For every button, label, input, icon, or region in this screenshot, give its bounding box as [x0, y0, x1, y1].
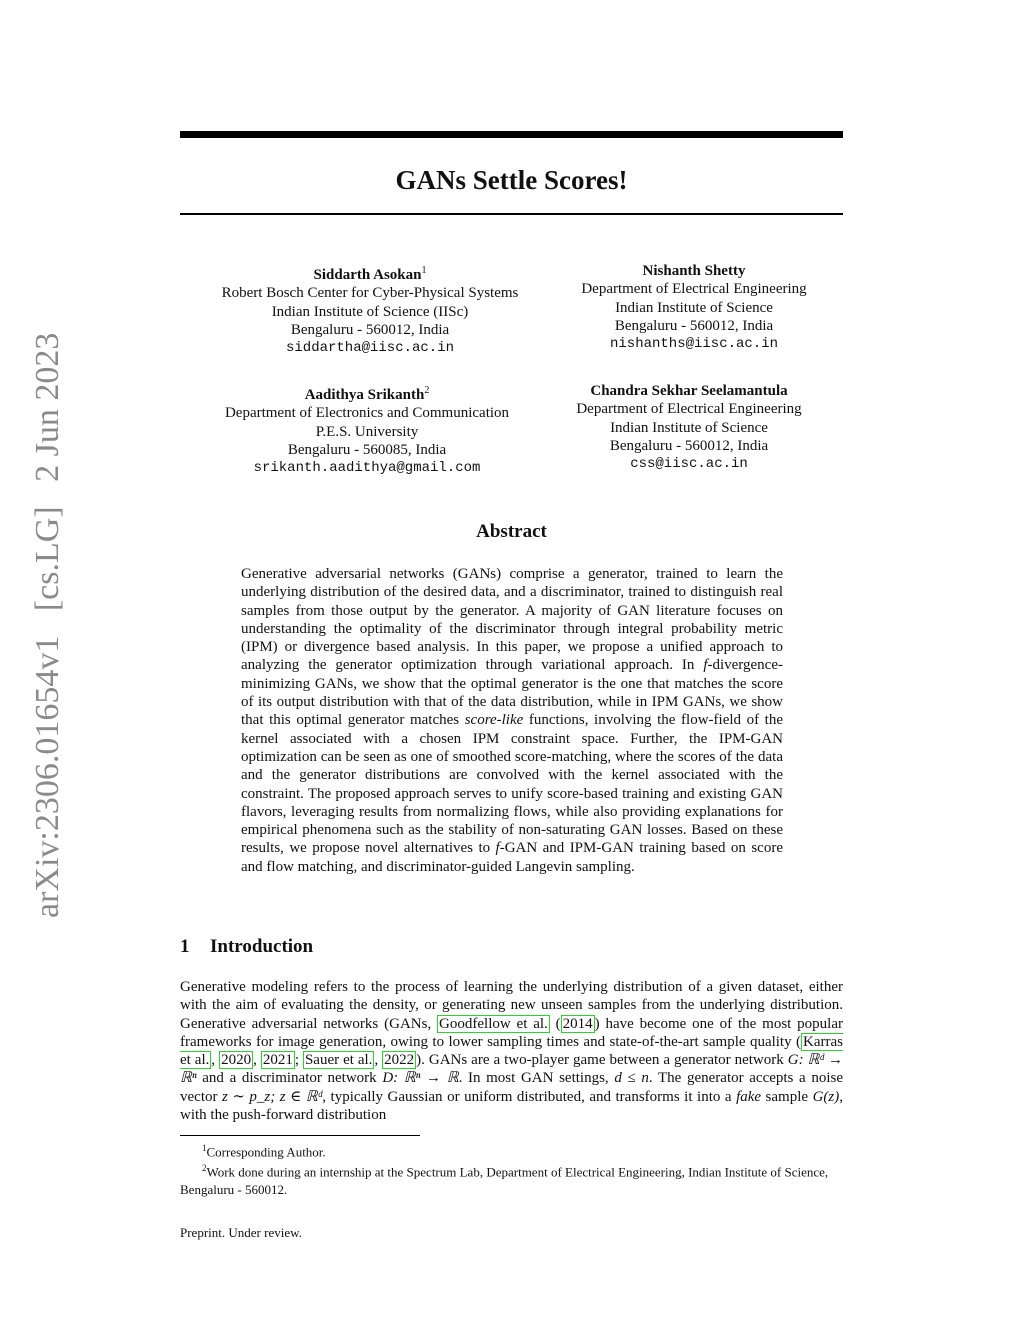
author-affiliation-line: Indian Institute of Science	[610, 419, 768, 436]
author-email: srikanth.aadithya@gmail.com	[253, 460, 481, 477]
arxiv-sidebar-stamp	[29, 332, 66, 918]
author-name: Chandra Sekhar Seelamantula	[590, 383, 788, 399]
abstract-heading: Abstract	[476, 521, 547, 542]
math-expression: G: ℝᵈ → ℝⁿ	[180, 1052, 844, 1087]
author-block	[190, 382, 544, 477]
author-affiliation-line: Department of Electrical Engineering	[581, 281, 807, 298]
author-affiliation-line: Bengaluru - 560012, India	[290, 321, 450, 338]
section-heading	[180, 936, 313, 958]
author-block	[190, 262, 550, 357]
author-affiliation-line: Bengaluru - 560085, India	[287, 441, 447, 458]
author-email: nishanths@iisc.ac.in	[609, 336, 779, 353]
author-affiliation-line: P.E.S. University	[315, 423, 419, 440]
author-block	[544, 262, 844, 353]
math-expression: G(z)	[812, 1088, 840, 1105]
citation-link[interactable]: Sauer et al.	[304, 1052, 373, 1069]
title-top-rule	[180, 131, 843, 138]
footnote: $^1$Corresponding Author.	[202, 1143, 326, 1160]
author-name: Siddarth Asokan$^1$	[313, 265, 427, 283]
introduction-body: Generative modeling refers to the process of learning the underlying distribution of a given dataset, either with the aim of evaluating the density, or generating new unseen samples from the underlying distribution. Generative adversarial networks (GANs, Goodfellow et al. ( 2014 ) have become one of the most popular frameworks for image generation, owing to lower sampling times and state-of-the-art sample quality ( Karras et al. , 2020 , 2021 ; Sauer et al. , 2022 ). GANs are a two-player game between a generator network G: ℝᵈ → ℝⁿ and a discriminator network D: ℝⁿ → ℝ. In most GAN settings, d ≤ n. The generator accepts a noise vector z ∼ p_z; z ∈ ℝᵈ, typically Gaussian or uniform distributed, and transforms it into a fake sample G(z), with the push-forward distribution	[180, 979, 844, 1124]
citation-link[interactable]: 2014	[562, 1015, 593, 1032]
math-expression: z ∼ p_z; z ∈ ℝᵈ	[222, 1088, 323, 1105]
citation-link[interactable]: Goodfellow et al.	[439, 1015, 548, 1032]
title-bottom-rule	[180, 213, 843, 215]
author-affiliation-line: Department of Electrical Engineering	[576, 401, 802, 418]
arxiv-category: [cs.LG]	[29, 506, 66, 612]
footnote: $^2$Work done during an internship at the Spectrum Lab, Department of Electrical Engineering, Indian Institute of Science, Bengaluru - 560012.	[180, 1163, 829, 1197]
author-name: Aadithya Srikanth$^2$	[304, 385, 430, 403]
abstract-body: Generative adversarial networks (GANs) comprise a generator, trained to learn the underlying distribution of the desired data, and a discriminator, trained to distinguish real samples from those output by the generator. A majority of GAN literature focuses on understanding the optimality of the discriminator through integral probability metric (IPM) or divergence based analysis. In this paper, we propose a unified approach to analyzing the generator optimization through variational approach. In f-divergence-minimizing GANs, we show that the optimal generator is the one that matches the score of its output distribution with that of the data distribution, while in IPM GANs, we show that this optimal generator matches score-like functions, involving the flow-field of the kernel associated with a chosen IPM constraint space. Further, the IPM-GAN optimization can be seen as one of smoothed score-matching, where the scores of the data and the generator distributions are convolved with the kernel associated with the constraint. The proposed approach serves to unify score-based training and existing GAN flavors, leveraging results from normalizing flows, while also providing explanations for empirical phenomena such as the stability of non-saturating GAN losses. Based on these results, we propose novel alternatives to f-GAN and IPM-GAN training based on score and flow matching, and discriminator-guided Langevin sampling.	[241, 566, 784, 875]
author-name: Nishanth Shetty	[642, 263, 746, 279]
author-block	[544, 382, 834, 473]
section-number: 1	[180, 936, 190, 957]
preprint-notice: Preprint. Under review.	[180, 1225, 302, 1240]
section-title: Introduction	[210, 936, 314, 957]
paper-title: GANs Settle Scores!	[395, 165, 628, 195]
arxiv-date: 2 Jun 2023	[29, 332, 66, 482]
author-affiliation-line: Indian Institute of Science	[615, 299, 773, 316]
citation-link[interactable]: 2021	[262, 1052, 293, 1069]
author-email: siddartha@iisc.ac.in	[285, 340, 455, 357]
math-expression: D: ℝⁿ → ℝ	[382, 1070, 459, 1087]
author-affiliation-line: Bengaluru - 560012, India	[614, 317, 774, 334]
math-expression: d ≤ n	[614, 1070, 649, 1087]
author-affiliation-line: Bengaluru - 560012, India	[609, 437, 769, 454]
footnote-rule	[180, 1135, 420, 1136]
citation-link[interactable]: 2022	[384, 1052, 415, 1069]
author-affiliation-line: Robert Bosch Center for Cyber-Physical Systems	[221, 285, 519, 302]
author-affiliation-line: Indian Institute of Science (IISc)	[271, 303, 469, 320]
author-affiliation-line: Department of Electronics and Communication	[224, 405, 510, 422]
citation-link[interactable]: Karras et al.	[180, 1033, 843, 1069]
citation-link[interactable]: 2020	[221, 1052, 252, 1069]
footnotes	[180, 1140, 843, 1198]
author-email: css@iisc.ac.in	[630, 456, 748, 473]
arxiv-id: arXiv:2306.01654v1	[29, 635, 66, 918]
